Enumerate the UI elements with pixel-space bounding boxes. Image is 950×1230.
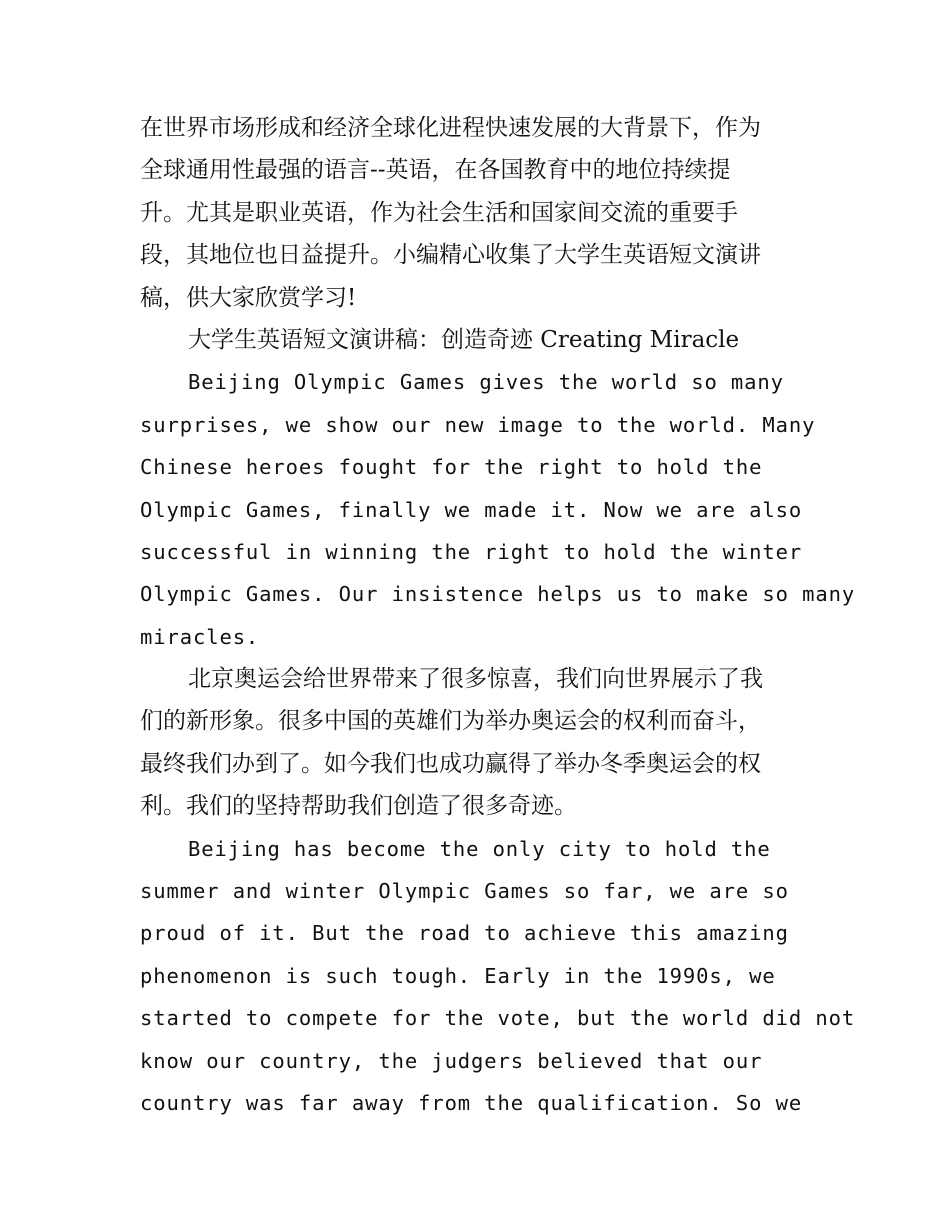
text-line: started to compete for the vote, but the world did not — [140, 1006, 856, 1031]
text-line: summer and winter Olympic Games so far, we are so — [140, 879, 789, 904]
text-line: 全球通用性最强的语言--英语，在各国教育中的地位持续提 — [140, 157, 731, 184]
document-page — [140, 107, 856, 1124]
text-line: miracles. — [140, 624, 260, 649]
text-line: Olympic Games. Our insistence helps us to make so many — [140, 582, 856, 607]
text-line: 们的新形象。很多中国的英雄们为举办奥运会的权利而奋斗， — [140, 708, 761, 735]
text-line: proud of it. But the road to achieve this amazing — [140, 921, 789, 946]
text-line: country was far away from the qualification. So we — [140, 1090, 803, 1115]
text-line: Chinese heroes fought for the right to hold the — [140, 455, 763, 480]
speech-heading: 大学生英语短文演讲稿：创造奇迹 Creating Miracle — [188, 326, 740, 353]
text-line: 稿，供大家欣赏学习! — [140, 284, 357, 311]
text-line: 段，其地位也日益提升。小编精心收集了大学生英语短文演讲 — [140, 242, 761, 269]
text-line: 在世界市场形成和经济全球化进程快速发展的大背景下，作为 — [140, 115, 761, 141]
intro-paragraph — [140, 107, 820, 319]
text-line: 利。我们的坚持帮助我们创造了很多奇迹。 — [140, 793, 577, 820]
text-line: surprises, we show our new image to the world. Many — [140, 412, 816, 437]
text-line: Olympic Games, finally we made it. Now we are also — [140, 497, 803, 522]
text-line: know our country, the judgers believed that our — [140, 1048, 763, 1073]
text-line: Beijing Olympic Games gives the world so many — [188, 370, 784, 395]
chinese-paragraph-1 — [140, 658, 820, 828]
text-line: 北京奥运会给世界带来了很多惊喜，我们向世界展示了我 — [188, 666, 763, 693]
text-line: Beijing has become the only city to hold the — [188, 836, 771, 861]
text-line: phenomenon is such tough. Early in the 1990s, we — [140, 963, 776, 988]
english-paragraph-1 — [140, 361, 856, 658]
text-line: successful in winning the right to hold the winter — [140, 539, 803, 564]
text-line: 升。尤其是职业英语，作为社会生活和国家间交流的重要手 — [140, 199, 738, 226]
english-paragraph-2 — [140, 828, 856, 1125]
text-line: 最终我们办到了。如今我们也成功赢得了举办冬季奥运会的权 — [140, 750, 761, 777]
